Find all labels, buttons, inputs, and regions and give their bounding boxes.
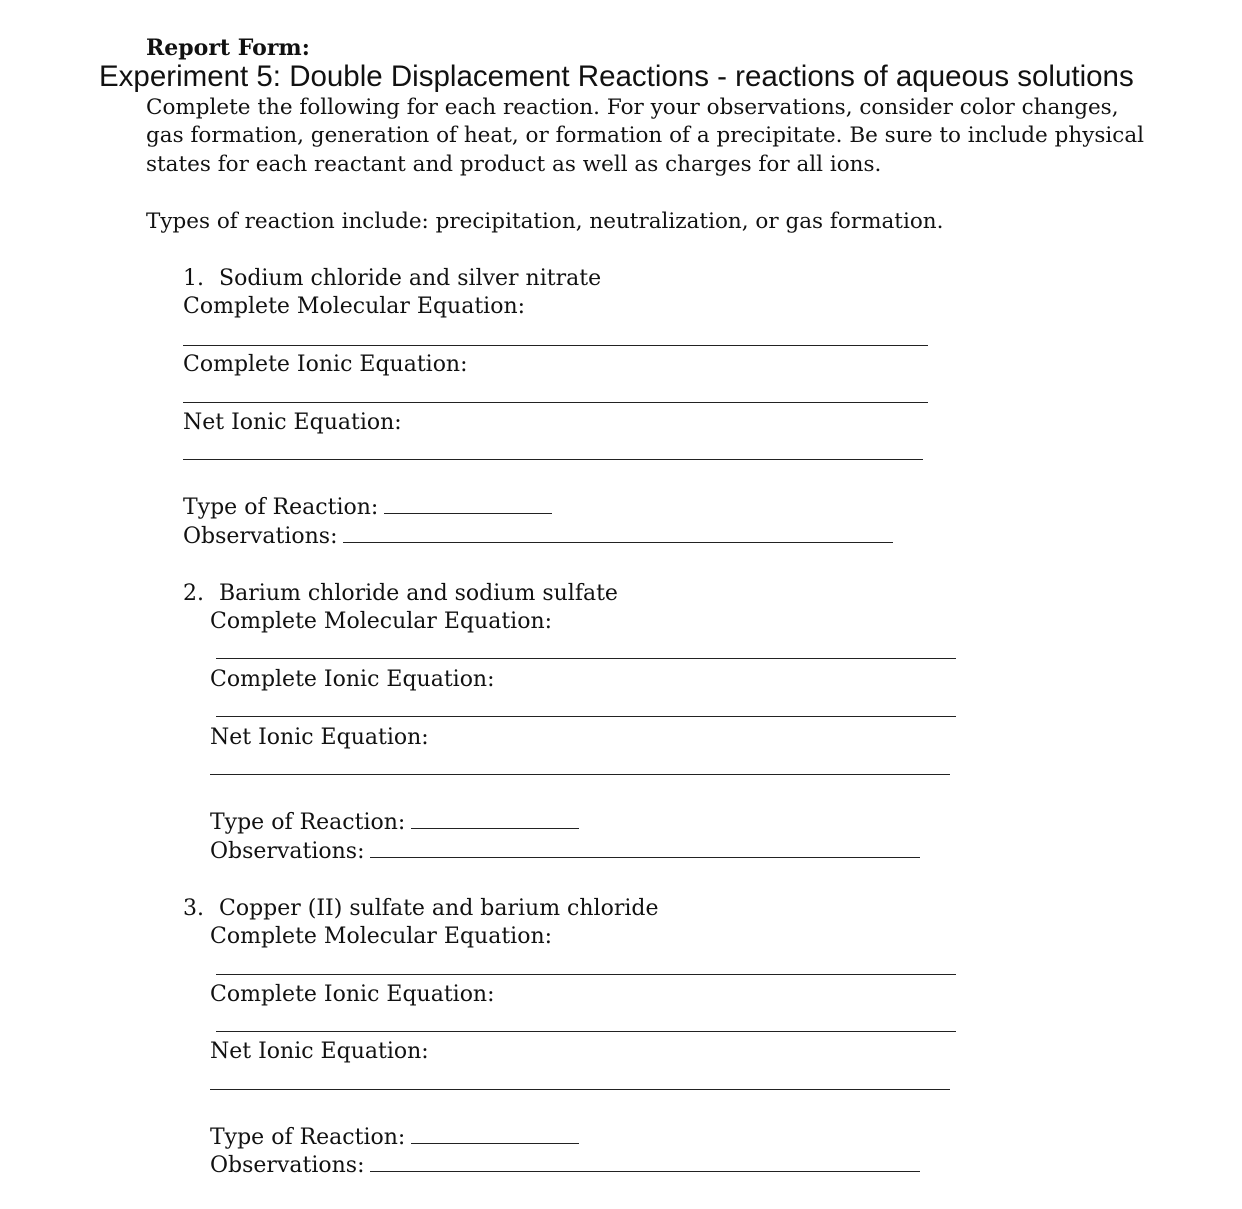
reaction-types-line: Types of reaction include: precipitation, neutralization, or gas formation. (146, 209, 944, 234)
reaction-1-observations-label: Observations: (183, 524, 338, 549)
reaction-1-ionic-label: Complete Ionic Equation: (183, 352, 468, 377)
reaction-2-type-answer-line[interactable] (411, 828, 579, 829)
reaction-1-number: 1. (183, 266, 204, 291)
reaction-3-observations-row (210, 1152, 920, 1180)
reaction-1-molecular-answer-line[interactable] (183, 345, 928, 346)
reaction-1-type-answer-line[interactable] (384, 513, 552, 514)
reaction-3-molecular-label: Complete Molecular Equation: (210, 924, 553, 949)
intro-line-1: Complete the following for each reaction. For your observations, consider color changes, (146, 95, 1119, 120)
reaction-1-molecular-label: Complete Molecular Equation: (183, 294, 526, 319)
reaction-3-net-label: Net Ionic Equation: (210, 1039, 429, 1064)
reaction-1-ionic-answer-line[interactable] (183, 402, 928, 403)
reaction-3-ionic-answer-line[interactable] (216, 1031, 956, 1032)
reaction-2-net-answer-line[interactable] (210, 774, 950, 775)
reaction-2-type-row (210, 809, 579, 837)
reaction-2-number: 2. (183, 581, 204, 606)
reaction-1-observations-answer-line[interactable] (343, 542, 893, 543)
reaction-2-type-label: Type of Reaction: (210, 810, 406, 835)
reaction-2-ionic-label: Complete Ionic Equation: (210, 667, 495, 692)
reaction-1-observations-row (183, 523, 893, 551)
reaction-1-net-label: Net Ionic Equation: (183, 410, 402, 435)
reaction-3-number: 3. (183, 896, 204, 921)
reaction-2-ionic-answer-line[interactable] (216, 716, 956, 717)
reaction-1-type-label: Type of Reaction: (183, 495, 379, 520)
reaction-3-ionic-label: Complete Ionic Equation: (210, 982, 495, 1007)
reaction-1-title: Sodium chloride and silver nitrate (219, 266, 602, 291)
reaction-3-type-answer-line[interactable] (411, 1143, 579, 1144)
reaction-3-observations-answer-line[interactable] (370, 1171, 920, 1172)
reaction-2-title: Barium chloride and sodium sulfate (219, 581, 618, 606)
reaction-2-molecular-label: Complete Molecular Equation: (210, 609, 553, 634)
intro-line-2: gas formation, generation of heat, or formation of a precipitate. Be sure to include physical (146, 123, 1145, 148)
reaction-1-type-row (183, 494, 552, 522)
experiment-title: Experiment 5: Double Displacement Reactions - reactions of aqueous solutions (99, 60, 1134, 93)
reaction-2-net-label: Net Ionic Equation: (210, 725, 429, 750)
reaction-3-molecular-answer-line[interactable] (216, 974, 956, 975)
reaction-2-observations-label: Observations: (210, 839, 365, 864)
reaction-3-type-label: Type of Reaction: (210, 1125, 406, 1150)
reaction-2-molecular-answer-line[interactable] (216, 658, 956, 659)
reaction-1-net-answer-line[interactable] (183, 459, 923, 460)
reaction-3-observations-label: Observations: (210, 1153, 365, 1178)
reaction-3-title: Copper (II) sulfate and barium chloride (219, 896, 659, 921)
reaction-3-type-row (210, 1124, 579, 1152)
report-form-label: Report Form: (146, 35, 310, 61)
reaction-2-observations-row (210, 838, 920, 866)
reaction-3-net-answer-line[interactable] (210, 1089, 950, 1090)
reaction-2-observations-answer-line[interactable] (370, 857, 920, 858)
intro-line-3: states for each reactant and product as well as charges for all ions. (146, 152, 882, 177)
